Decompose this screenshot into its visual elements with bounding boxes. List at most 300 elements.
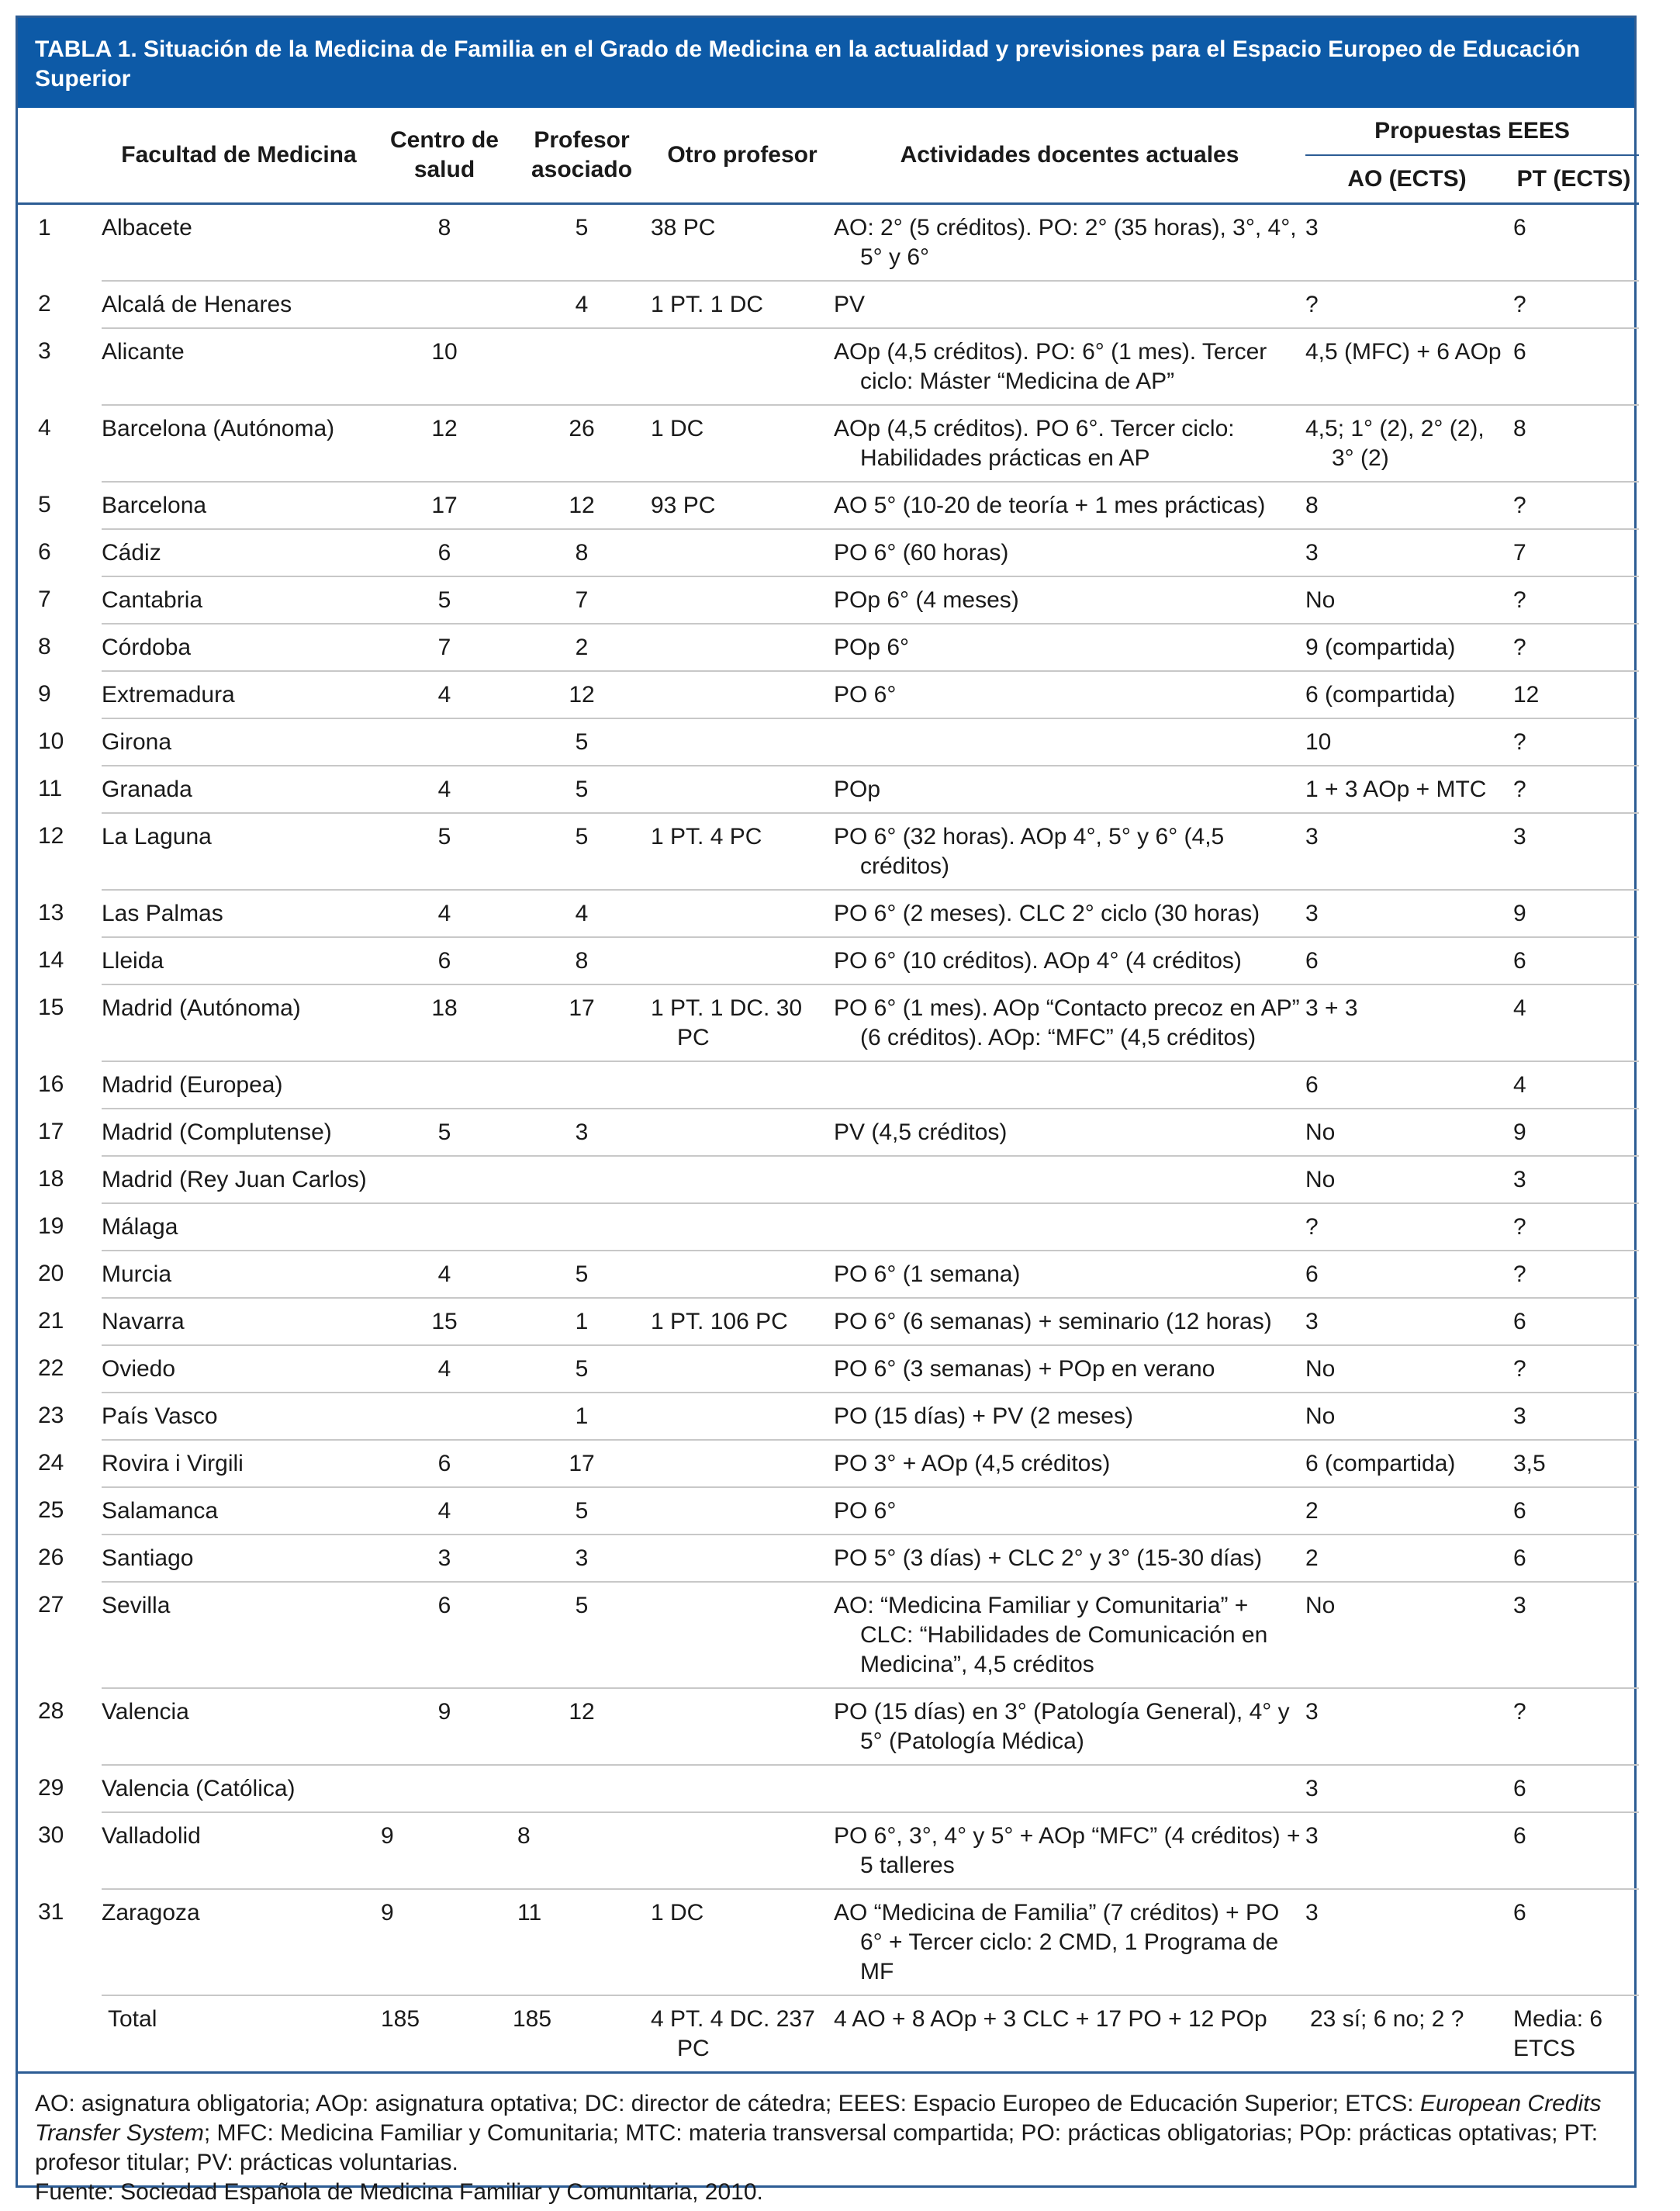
- cell-pt-ects: 6: [1509, 937, 1639, 984]
- cell-centro-salud: 10: [376, 328, 513, 405]
- header-propuestas-eees: Propuestas EEES: [1305, 108, 1639, 155]
- cell-number: 23: [38, 1403, 64, 1428]
- cell-pt-ects: ?: [1509, 281, 1639, 328]
- cell-actividades: PO 3° + AOp (4,5 créditos): [834, 1440, 1305, 1487]
- cell-centro-salud: 6: [376, 1440, 513, 1487]
- cell-ao-ects: 3: [1305, 813, 1509, 890]
- table-row: [18, 1440, 1639, 1487]
- header-centro-salud: Centro de salud: [389, 127, 499, 182]
- cell-number: 14: [38, 947, 64, 973]
- cell-centro-salud: 17: [376, 482, 513, 529]
- cell-otro-profesor: [651, 1345, 834, 1393]
- cell-facultad: Madrid (Complutense): [102, 1109, 376, 1156]
- cell-centro-salud: 5: [376, 576, 513, 624]
- cell-actividades: AO 5° (10-20 de teoría + 1 mes prácticas): [834, 482, 1305, 529]
- cell-number: 12: [38, 823, 64, 849]
- table-row: [18, 624, 1639, 671]
- cell-otro-profesor: [651, 576, 834, 624]
- cell-facultad: Madrid (Europea): [102, 1061, 376, 1109]
- cell-centro-salud: [376, 1156, 513, 1203]
- cell-ao-ects: 3: [1305, 1688, 1509, 1765]
- cell-pt-ects: ?: [1509, 1251, 1639, 1298]
- cell-number: 11: [38, 776, 63, 801]
- cell-otro-profesor: 1 PT. 4 PC: [651, 813, 834, 890]
- cell-centro-salud: 7: [376, 624, 513, 671]
- cell-otro-profesor: 38 PC: [651, 204, 834, 282]
- cell-ao-ects: ?: [1305, 1203, 1509, 1251]
- cell-otro-profesor: [651, 766, 834, 813]
- cell-facultad: Valencia (Católica): [102, 1765, 376, 1812]
- cell-facultad: Santiago: [102, 1535, 376, 1582]
- cell-profesor-asociado: 12: [513, 671, 651, 718]
- header-number: [18, 108, 102, 202]
- cell-profesor-asociado: 5: [513, 1251, 651, 1298]
- cell-pt-ects: 9: [1509, 1109, 1639, 1156]
- cell-actividades: PO (15 días) + PV (2 meses): [834, 1393, 1305, 1440]
- cell-otro-profesor: [651, 624, 834, 671]
- cell-number: 31: [38, 1899, 64, 1925]
- cell-ao-ects: No: [1305, 1345, 1509, 1393]
- cell-ao-ects: No: [1305, 1393, 1509, 1440]
- total-profesor: 185: [513, 2006, 552, 2032]
- cell-profesor-asociado: 5: [513, 204, 651, 282]
- cell-number: 9: [38, 681, 51, 707]
- cell-ao-ects: 4,5 (MFC) + 6 AOp: [1305, 328, 1509, 405]
- cell-facultad: Madrid (Rey Juan Carlos): [102, 1156, 376, 1203]
- table-row: [18, 813, 1639, 890]
- cell-profesor-asociado: 12: [513, 1688, 651, 1765]
- cell-pt-ects: 3: [1509, 1156, 1639, 1203]
- cell-number: 17: [38, 1119, 64, 1144]
- total-pt: Media: 6 ETCS: [1513, 2006, 1603, 2061]
- cell-ao-ects: 4,5; 1° (2), 2° (2), 3° (2): [1305, 405, 1509, 482]
- cell-actividades: [834, 718, 1305, 766]
- cell-actividades: PO 6° (6 semanas) + seminario (12 horas): [834, 1298, 1305, 1345]
- table-row: [18, 1535, 1639, 1582]
- cell-profesor-asociado: 26: [513, 405, 651, 482]
- cell-pt-ects: 3,5: [1509, 1440, 1639, 1487]
- cell-actividades: PO 6°: [834, 1487, 1305, 1535]
- cell-number: 1: [38, 215, 51, 240]
- cell-profesor-asociado: 3: [513, 1109, 651, 1156]
- cell-profesor-asociado: [513, 1203, 651, 1251]
- cell-number: 22: [38, 1355, 64, 1381]
- cell-centro-salud: 8: [376, 204, 513, 282]
- cell-actividades: PO 6° (10 créditos). AOp 4° (4 créditos): [834, 937, 1305, 984]
- table-row: [18, 937, 1639, 984]
- cell-centro-salud: [376, 1061, 513, 1109]
- cell-centro-salud: [376, 1765, 513, 1812]
- table-row: [18, 1109, 1639, 1156]
- cell-number: 4: [38, 415, 51, 441]
- cell-actividades: PO 6° (1 semana): [834, 1251, 1305, 1298]
- table-title: TABLA 1. Situación de la Medicina de Familia en el Grado de Medicina en la actualidad y previsiones para el Espacio Europeo de Educación Superior: [18, 18, 1634, 108]
- cell-pt-ects: 3: [1509, 1582, 1639, 1688]
- cell-actividades: POp 6° (4 meses): [834, 576, 1305, 624]
- cell-facultad: Cádiz: [102, 529, 376, 576]
- cell-centro-salud: [376, 1393, 513, 1440]
- cell-pt-ects: 8: [1509, 405, 1639, 482]
- cell-actividades: PO 6° (1 mes). AOp “Contacto precoz en AP” (6 créditos). AOp: “MFC” (4,5 créditos): [834, 984, 1305, 1061]
- cell-number: 25: [38, 1497, 64, 1523]
- cell-facultad: Barcelona: [102, 482, 376, 529]
- cell-profesor-asociado: [513, 328, 651, 405]
- cell-facultad: Valencia: [102, 1688, 376, 1765]
- table-row: [18, 1156, 1639, 1203]
- cell-otro-profesor: [651, 1156, 834, 1203]
- cell-profesor-asociado: 1: [513, 1393, 651, 1440]
- table-row: [18, 1203, 1639, 1251]
- table-row: [18, 1582, 1639, 1688]
- cell-actividades: PO 6° (2 meses). CLC 2° ciclo (30 horas): [834, 890, 1305, 937]
- cell-number: 3: [38, 338, 51, 364]
- cell-facultad: País Vasco: [102, 1393, 376, 1440]
- cell-pt-ects: ?: [1509, 1345, 1639, 1393]
- cell-number: 2: [38, 291, 51, 317]
- header-pt-ects: PT (ECTS): [1516, 166, 1631, 192]
- cell-facultad: Barcelona (Autónoma): [102, 405, 376, 482]
- cell-pt-ects: ?: [1509, 766, 1639, 813]
- header-facultad: Facultad de Medicina: [121, 142, 357, 168]
- table-row: [18, 576, 1639, 624]
- cell-actividades: PO (15 días) en 3° (Patología General), 4° y 5° (Patología Médica): [834, 1688, 1305, 1765]
- cell-centro-salud: 12: [376, 405, 513, 482]
- cell-centro-salud: 9: [376, 1688, 513, 1765]
- cell-otro-profesor: [651, 1812, 834, 1889]
- cell-centro-salud: 5: [376, 813, 513, 890]
- cell-pt-ects: 4: [1509, 1061, 1639, 1109]
- table-header: [18, 108, 1639, 204]
- cell-number: 29: [38, 1775, 64, 1801]
- cell-profesor-asociado: 17: [513, 1440, 651, 1487]
- cell-pt-ects: 6: [1509, 1535, 1639, 1582]
- table-row: [18, 1298, 1639, 1345]
- cell-otro-profesor: 1 DC: [651, 405, 834, 482]
- cell-profesor-asociado: 8: [513, 529, 651, 576]
- cell-actividades: PO 5° (3 días) + CLC 2° y 3° (15-30 días): [834, 1535, 1305, 1582]
- total-otro: 4 PT. 4 DC. 237 PC: [651, 2006, 815, 2061]
- cell-profesor-asociado: 8: [513, 937, 651, 984]
- cell-otro-profesor: [651, 328, 834, 405]
- cell-centro-salud: 15: [376, 1298, 513, 1345]
- table-row: [18, 1393, 1639, 1440]
- cell-facultad: Valladolid: [102, 1812, 376, 1889]
- table-row: [18, 482, 1639, 529]
- cell-pt-ects: ?: [1509, 718, 1639, 766]
- cell-centro-salud: 5: [376, 1109, 513, 1156]
- cell-centro-salud: 9: [376, 1812, 513, 1889]
- cell-number: 30: [38, 1822, 64, 1848]
- table-body: [18, 204, 1639, 1996]
- cell-otro-profesor: 1 PT. 1 DC. 30 PC: [651, 984, 834, 1061]
- cell-otro-profesor: [651, 890, 834, 937]
- table-row: [18, 1487, 1639, 1535]
- total-ao: 23 sí; 6 no; 2 ?: [1310, 2006, 1464, 2032]
- cell-ao-ects: 6 (compartida): [1305, 671, 1509, 718]
- cell-facultad: Lleida: [102, 937, 376, 984]
- cell-number: 28: [38, 1698, 64, 1724]
- cell-ao-ects: 3: [1305, 529, 1509, 576]
- cell-otro-profesor: 93 PC: [651, 482, 834, 529]
- cell-actividades: PO 6°: [834, 671, 1305, 718]
- cell-number: 19: [38, 1213, 64, 1239]
- cell-profesor-asociado: [513, 1156, 651, 1203]
- cell-otro-profesor: [651, 1535, 834, 1582]
- cell-otro-profesor: [651, 1109, 834, 1156]
- cell-centro-salud: 9: [376, 1889, 513, 1995]
- cell-profesor-asociado: 5: [513, 766, 651, 813]
- cell-facultad: Córdoba: [102, 624, 376, 671]
- cell-actividades: [834, 1203, 1305, 1251]
- cell-facultad: Rovira i Virgili: [102, 1440, 376, 1487]
- table-row: [18, 718, 1639, 766]
- cell-ao-ects: 6 (compartida): [1305, 1440, 1509, 1487]
- cell-otro-profesor: 1 DC: [651, 1889, 834, 1995]
- cell-facultad: Girona: [102, 718, 376, 766]
- cell-profesor-asociado: 4: [513, 890, 651, 937]
- cell-actividades: PO 6° (60 horas): [834, 529, 1305, 576]
- cell-ao-ects: No: [1305, 1156, 1509, 1203]
- cell-profesor-asociado: 5: [513, 1487, 651, 1535]
- cell-centro-salud: 18: [376, 984, 513, 1061]
- cell-pt-ects: ?: [1509, 624, 1639, 671]
- table-row: [18, 1765, 1639, 1812]
- total-actividades: 4 AO + 8 AOp + 3 CLC + 17 PO + 12 POp: [834, 2006, 1267, 2032]
- header-otro-profesor: Otro profesor: [667, 142, 818, 168]
- cell-pt-ects: 6: [1509, 1889, 1639, 1995]
- table-row: [18, 529, 1639, 576]
- total-row: [18, 1995, 1639, 2071]
- cell-number: 18: [38, 1166, 64, 1192]
- cell-ao-ects: 3 + 3: [1305, 984, 1509, 1061]
- cell-profesor-asociado: 12: [513, 482, 651, 529]
- cell-facultad: Las Palmas: [102, 890, 376, 937]
- table-row: [18, 1688, 1639, 1765]
- cell-pt-ects: 6: [1509, 1765, 1639, 1812]
- cell-facultad: Albacete: [102, 204, 376, 282]
- cell-pt-ects: ?: [1509, 1688, 1639, 1765]
- cell-pt-ects: 7: [1509, 529, 1639, 576]
- cell-number: 20: [38, 1261, 64, 1286]
- cell-otro-profesor: [651, 718, 834, 766]
- cell-ao-ects: No: [1305, 576, 1509, 624]
- cell-pt-ects: ?: [1509, 482, 1639, 529]
- cell-otro-profesor: [651, 1688, 834, 1765]
- cell-facultad: Zaragoza: [102, 1889, 376, 1995]
- cell-profesor-asociado: 5: [513, 813, 651, 890]
- total-number: [18, 1995, 102, 2071]
- cell-centro-salud: 4: [376, 1487, 513, 1535]
- cell-ao-ects: No: [1305, 1582, 1509, 1688]
- cell-centro-salud: [376, 718, 513, 766]
- cell-otro-profesor: 1 PT. 106 PC: [651, 1298, 834, 1345]
- cell-facultad: Cantabria: [102, 576, 376, 624]
- cell-facultad: Málaga: [102, 1203, 376, 1251]
- cell-facultad: Granada: [102, 766, 376, 813]
- cell-ao-ects: 2: [1305, 1487, 1509, 1535]
- cell-ao-ects: No: [1305, 1109, 1509, 1156]
- cell-facultad: Salamanca: [102, 1487, 376, 1535]
- cell-centro-salud: 6: [376, 937, 513, 984]
- cell-pt-ects: 12: [1509, 671, 1639, 718]
- cell-facultad: Sevilla: [102, 1582, 376, 1688]
- header-actividades: Actividades docentes actuales: [900, 142, 1239, 168]
- cell-profesor-asociado: [513, 1765, 651, 1812]
- cell-number: 24: [38, 1450, 64, 1476]
- cell-ao-ects: 2: [1305, 1535, 1509, 1582]
- cell-ao-ects: 3: [1305, 890, 1509, 937]
- table-row: [18, 405, 1639, 482]
- cell-actividades: AO: “Medicina Familiar y Comunitaria” + CLC: “Habilidades de Comunicación en Medicina”, 4,5 créditos: [834, 1582, 1305, 1688]
- cell-facultad: Murcia: [102, 1251, 376, 1298]
- cell-centro-salud: 6: [376, 1582, 513, 1688]
- cell-facultad: La Laguna: [102, 813, 376, 890]
- cell-ao-ects: ?: [1305, 281, 1509, 328]
- cell-number: 7: [38, 586, 51, 612]
- table-row: [18, 1061, 1639, 1109]
- cell-ao-ects: 6: [1305, 1251, 1509, 1298]
- cell-centro-salud: 4: [376, 890, 513, 937]
- cell-otro-profesor: [651, 1765, 834, 1812]
- cell-ao-ects: 3: [1305, 1765, 1509, 1812]
- cell-actividades: PO 6° (32 horas). AOp 4°, 5° y 6° (4,5 créditos): [834, 813, 1305, 890]
- cell-actividades: POp: [834, 766, 1305, 813]
- cell-otro-profesor: [651, 1251, 834, 1298]
- table-footnote: [18, 2071, 1634, 2207]
- cell-profesor-asociado: 7: [513, 576, 651, 624]
- table-row: [18, 766, 1639, 813]
- cell-actividades: AO “Medicina de Familia” (7 créditos) + PO 6° + Tercer ciclo: 2 CMD, 1 Programa de MF: [834, 1889, 1305, 1995]
- cell-otro-profesor: [651, 1582, 834, 1688]
- table-row: [18, 984, 1639, 1061]
- cell-ao-ects: 10: [1305, 718, 1509, 766]
- header-ao-ects: AO (ECTS): [1347, 166, 1467, 192]
- cell-facultad: Alcalá de Henares: [102, 281, 376, 328]
- cell-pt-ects: 6: [1509, 204, 1639, 282]
- source-note: Fuente: Sociedad Española de Medicina Familiar y Comunitaria, 2010.: [35, 2179, 763, 2205]
- table-row: [18, 281, 1639, 328]
- table-row: [18, 1812, 1639, 1889]
- cell-otro-profesor: [651, 1487, 834, 1535]
- cell-profesor-asociado: [513, 1061, 651, 1109]
- cell-number: 8: [38, 634, 51, 659]
- cell-otro-profesor: [651, 1393, 834, 1440]
- cell-pt-ects: 3: [1509, 813, 1639, 890]
- cell-centro-salud: [376, 1203, 513, 1251]
- header-profesor-asociado: Profesor asociado: [531, 127, 633, 182]
- cell-actividades: AO: 2° (5 créditos). PO: 2° (35 horas), 3°, 4°, 5° y 6°: [834, 204, 1305, 282]
- cell-profesor-asociado: 5: [513, 1345, 651, 1393]
- table-row: [18, 1251, 1639, 1298]
- cell-pt-ects: 3: [1509, 1393, 1639, 1440]
- cell-otro-profesor: [651, 1440, 834, 1487]
- cell-ao-ects: 1 + 3 AOp + MTC: [1305, 766, 1509, 813]
- cell-number: 21: [38, 1308, 64, 1334]
- cell-pt-ects: ?: [1509, 576, 1639, 624]
- cell-centro-salud: 3: [376, 1535, 513, 1582]
- cell-otro-profesor: [651, 529, 834, 576]
- cell-pt-ects: 6: [1509, 1298, 1639, 1345]
- cell-number: 6: [38, 539, 51, 565]
- cell-actividades: [834, 1156, 1305, 1203]
- cell-actividades: [834, 1061, 1305, 1109]
- cell-centro-salud: 4: [376, 671, 513, 718]
- cell-facultad: Extremadura: [102, 671, 376, 718]
- cell-profesor-asociado: 3: [513, 1535, 651, 1582]
- table-row: [18, 204, 1639, 282]
- cell-number: 5: [38, 492, 51, 517]
- cell-ao-ects: 6: [1305, 1061, 1509, 1109]
- total-centro: 185: [381, 2006, 420, 2032]
- table-row: [18, 1345, 1639, 1393]
- cell-facultad: Oviedo: [102, 1345, 376, 1393]
- cell-profesor-asociado: 17: [513, 984, 651, 1061]
- table-row: [18, 1889, 1639, 1995]
- total-label: Total: [108, 2006, 157, 2032]
- cell-facultad: Alicante: [102, 328, 376, 405]
- cell-pt-ects: 6: [1509, 1812, 1639, 1889]
- cell-profesor-asociado: 8: [513, 1812, 651, 1889]
- cell-facultad: Navarra: [102, 1298, 376, 1345]
- cell-centro-salud: 4: [376, 766, 513, 813]
- cell-centro-salud: 4: [376, 1251, 513, 1298]
- cell-ao-ects: 9 (compartida): [1305, 624, 1509, 671]
- cell-ao-ects: 3: [1305, 204, 1509, 282]
- cell-pt-ects: 9: [1509, 890, 1639, 937]
- table-frame: [16, 16, 1637, 2205]
- cell-ao-ects: 8: [1305, 482, 1509, 529]
- cell-number: 15: [38, 995, 64, 1020]
- cell-number: 26: [38, 1545, 64, 1570]
- cell-actividades: AOp (4,5 créditos). PO: 6° (1 mes). Tercer ciclo: Máster “Medicina de AP”: [834, 328, 1305, 405]
- cell-ao-ects: 3: [1305, 1298, 1509, 1345]
- cell-profesor-asociado: 4: [513, 281, 651, 328]
- cell-otro-profesor: [651, 937, 834, 984]
- cell-number: 27: [38, 1592, 64, 1618]
- cell-ao-ects: 6: [1305, 937, 1509, 984]
- data-table: [18, 108, 1639, 2071]
- cell-profesor-asociado: 11: [513, 1889, 651, 1995]
- cell-actividades: PO 6°, 3°, 4° y 5° + AOp “MFC” (4 créditos) + 5 talleres: [834, 1812, 1305, 1889]
- cell-pt-ects: 6: [1509, 1487, 1639, 1535]
- cell-profesor-asociado: 2: [513, 624, 651, 671]
- cell-profesor-asociado: 5: [513, 1582, 651, 1688]
- table-row: [18, 328, 1639, 405]
- cell-ao-ects: 3: [1305, 1812, 1509, 1889]
- cell-centro-salud: 4: [376, 1345, 513, 1393]
- cell-actividades: PV (4,5 créditos): [834, 1109, 1305, 1156]
- table-row: [18, 890, 1639, 937]
- cell-actividades: PV: [834, 281, 1305, 328]
- cell-pt-ects: 4: [1509, 984, 1639, 1061]
- cell-pt-ects: 6: [1509, 328, 1639, 405]
- cell-number: 10: [38, 728, 64, 754]
- cell-profesor-asociado: 5: [513, 718, 651, 766]
- cell-facultad: Madrid (Autónoma): [102, 984, 376, 1061]
- cell-pt-ects: ?: [1509, 1203, 1639, 1251]
- cell-number: 13: [38, 900, 64, 926]
- cell-actividades: [834, 1765, 1305, 1812]
- cell-actividades: AOp (4,5 créditos). PO 6°. Tercer ciclo: Habilidades prácticas en AP: [834, 405, 1305, 482]
- cell-otro-profesor: [651, 1061, 834, 1109]
- cell-actividades: PO 6° (3 semanas) + POp en verano: [834, 1345, 1305, 1393]
- cell-number: 16: [38, 1071, 64, 1097]
- cell-centro-salud: 6: [376, 529, 513, 576]
- abbreviations-note: AO: asignatura obligatoria; AOp: asignatura optativa; DC: director de cátedra; EEES: Espacio Europeo de Educación Superior; ETCS: European Credits Transfer System; MFC: Medicina Familiar y Comunitaria; MTC: materia transversal compartida; PO: prácticas obligatorias; POp: prácticas optativas; PT: profesor titular; PV: prácticas voluntarias.: [35, 2091, 1602, 2175]
- table-row: [18, 671, 1639, 718]
- cell-centro-salud: [376, 281, 513, 328]
- cell-profesor-asociado: 1: [513, 1298, 651, 1345]
